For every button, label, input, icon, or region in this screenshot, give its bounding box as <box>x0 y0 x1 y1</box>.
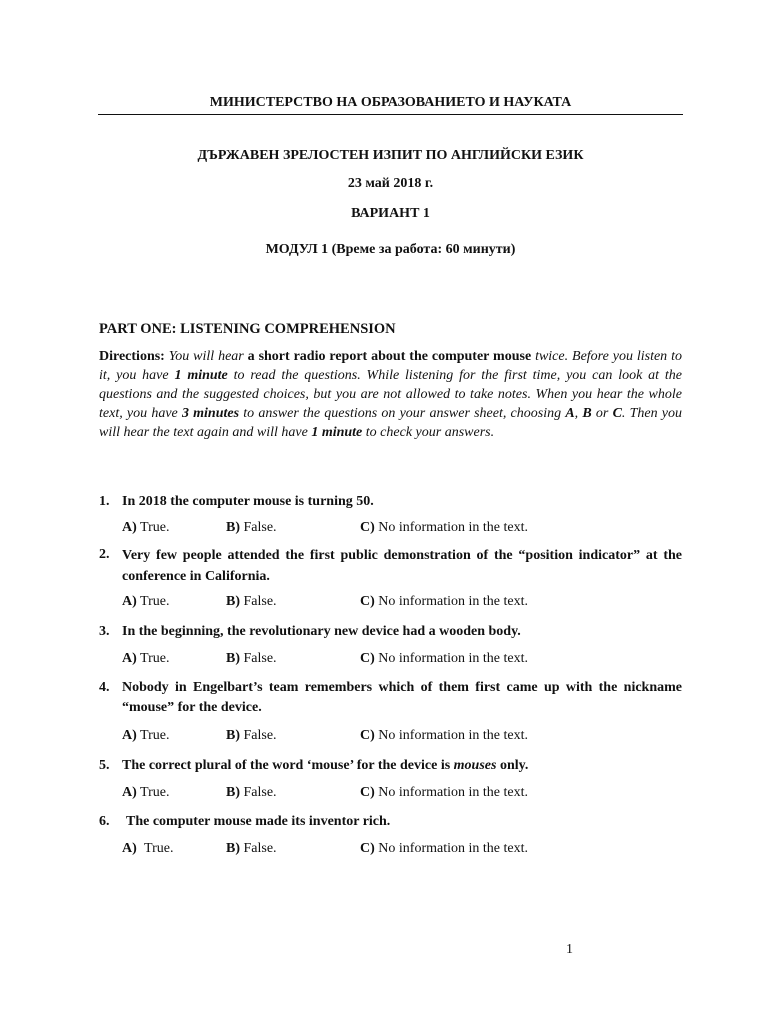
directions-emph-4: A <box>565 406 575 421</box>
option-text: True. <box>140 841 174 856</box>
option-letter: C) <box>360 651 375 666</box>
option-letter: A) <box>122 785 137 800</box>
question-text: Nobody in Engelbart’s team remembers which of them first came up with the nickname “mouse” for the device. <box>122 680 682 715</box>
directions-text-3: to read the questions. While listening for the first time, you can look at the questions and the suggested choices, but you are not allowed to take notes. When you hear the whole text, you have <box>99 368 682 421</box>
option-letter: A) <box>122 728 137 743</box>
question-number: 1. <box>99 494 110 509</box>
option-b[interactable] <box>226 839 277 859</box>
answer-options-1 <box>122 518 682 538</box>
option-a[interactable] <box>122 649 169 669</box>
option-letter: C) <box>360 520 375 535</box>
question-4 <box>99 678 682 718</box>
option-c[interactable] <box>360 783 528 803</box>
question-5 <box>99 756 682 776</box>
option-letter: C) <box>360 785 375 800</box>
option-a[interactable] <box>122 726 169 746</box>
option-text: No information in the text. <box>374 841 528 856</box>
directions-text-4: to answer the questions on your answer sheet, choosing <box>239 406 566 421</box>
directions-label: Directions: <box>99 349 165 364</box>
answer-options-5 <box>122 783 682 803</box>
question-6 <box>99 812 682 832</box>
directions-emph-7: 1 minute <box>311 425 363 440</box>
option-c[interactable] <box>360 726 528 746</box>
question-number: 5. <box>99 758 110 773</box>
directions-text-1: You will hear <box>164 349 248 364</box>
directions-emph-1: a short radio report about the computer mouse <box>247 349 532 364</box>
directions-emph-5: B <box>582 406 592 421</box>
directions-paragraph <box>99 347 682 442</box>
question-1 <box>99 492 682 512</box>
question-number: 3. <box>99 624 110 639</box>
option-text: No information in the text. <box>374 651 528 666</box>
page-number: 1 <box>566 942 573 957</box>
question-text-part: The correct plural of the word ‘mouse’ for the device is <box>122 758 454 773</box>
directions-text-5: , <box>574 406 583 421</box>
option-b[interactable] <box>226 783 277 803</box>
option-text: No information in the text. <box>374 520 528 535</box>
option-letter: A) <box>122 594 137 609</box>
option-letter: C) <box>360 841 375 856</box>
option-a[interactable] <box>122 592 169 612</box>
part-title: PART ONE: LISTENING COMPREHENSION <box>99 321 396 337</box>
option-text: False. <box>240 651 277 666</box>
directions-text-6: or <box>591 406 613 421</box>
option-b[interactable] <box>226 518 277 538</box>
question-number: 2. <box>99 547 110 562</box>
option-a[interactable] <box>122 783 169 803</box>
option-letter: B) <box>226 594 240 609</box>
option-text: False. <box>240 841 277 856</box>
option-letter: A) <box>122 651 137 666</box>
exam-date: 23 май 2018 г. <box>347 176 434 191</box>
option-letter: B) <box>226 785 240 800</box>
option-text: False. <box>240 520 277 535</box>
option-text: False. <box>240 594 277 609</box>
option-letter: A) <box>122 841 137 856</box>
option-text: No information in the text. <box>374 728 528 743</box>
option-c[interactable] <box>360 649 528 669</box>
exam-module: МОДУЛ 1 (Време за работа: 60 минути) <box>265 242 516 257</box>
answer-options-2 <box>122 592 682 612</box>
question-2 <box>99 545 682 587</box>
option-c[interactable] <box>360 592 528 612</box>
directions-text-8: to check your answers. <box>362 425 495 440</box>
option-letter: B) <box>226 728 240 743</box>
question-number: 6. <box>99 814 110 829</box>
question-text-part: only. <box>496 758 529 773</box>
directions-text-7: . Then you will hear the text again and will have <box>99 406 683 440</box>
answer-options-6 <box>122 839 682 859</box>
header-rule <box>98 114 683 115</box>
option-text: True. <box>136 785 170 800</box>
option-letter: B) <box>226 520 240 535</box>
question-text: In 2018 the computer mouse is turning 50. <box>122 494 374 509</box>
option-text: True. <box>136 728 170 743</box>
option-text: No information in the text. <box>374 785 528 800</box>
question-3 <box>99 622 682 642</box>
directions-emph-3: 3 minutes <box>181 406 240 421</box>
answer-options-4 <box>122 726 682 746</box>
question-text: The computer mouse made its inventor rich. <box>126 814 391 829</box>
option-letter: C) <box>360 594 375 609</box>
option-b[interactable] <box>226 649 277 669</box>
option-text: No information in the text. <box>374 594 528 609</box>
option-text: False. <box>240 728 277 743</box>
option-letter: C) <box>360 728 375 743</box>
option-letter: B) <box>226 841 240 856</box>
directions-emph-6: C <box>612 406 622 421</box>
option-c[interactable] <box>360 518 528 538</box>
exam-title: ДЪРЖАВЕН ЗРЕЛОСТЕН ИЗПИТ ПО АНГЛИЙСКИ ЕЗИК <box>197 148 584 163</box>
option-letter: A) <box>122 520 137 535</box>
directions-text-2: twice. Before you listen to it, you have <box>99 349 682 383</box>
option-text: True. <box>136 651 170 666</box>
question-text: Very few people attended the first public demonstration of the “position indicator” at the conference in California. <box>122 548 682 584</box>
question-text <box>122 756 682 776</box>
option-letter: B) <box>226 651 240 666</box>
question-text: In the beginning, the revolutionary new device had a wooden body. <box>122 624 521 639</box>
option-a[interactable] <box>122 518 169 538</box>
directions-emph-2: 1 minute <box>174 368 228 383</box>
option-b[interactable] <box>226 726 277 746</box>
exam-variant: ВАРИАНТ 1 <box>351 206 430 221</box>
option-c[interactable] <box>360 839 528 859</box>
option-b[interactable] <box>226 592 277 612</box>
option-text: True. <box>136 594 170 609</box>
question-text-italic: mouses <box>453 758 497 773</box>
question-number: 4. <box>99 680 110 695</box>
answer-options-3 <box>122 649 682 669</box>
option-text: True. <box>136 520 170 535</box>
option-text: False. <box>240 785 277 800</box>
ministry-heading: МИНИСТЕРСТВО НА ОБРАЗОВАНИЕТО И НАУКАТА <box>209 95 572 110</box>
option-a[interactable] <box>122 839 173 859</box>
